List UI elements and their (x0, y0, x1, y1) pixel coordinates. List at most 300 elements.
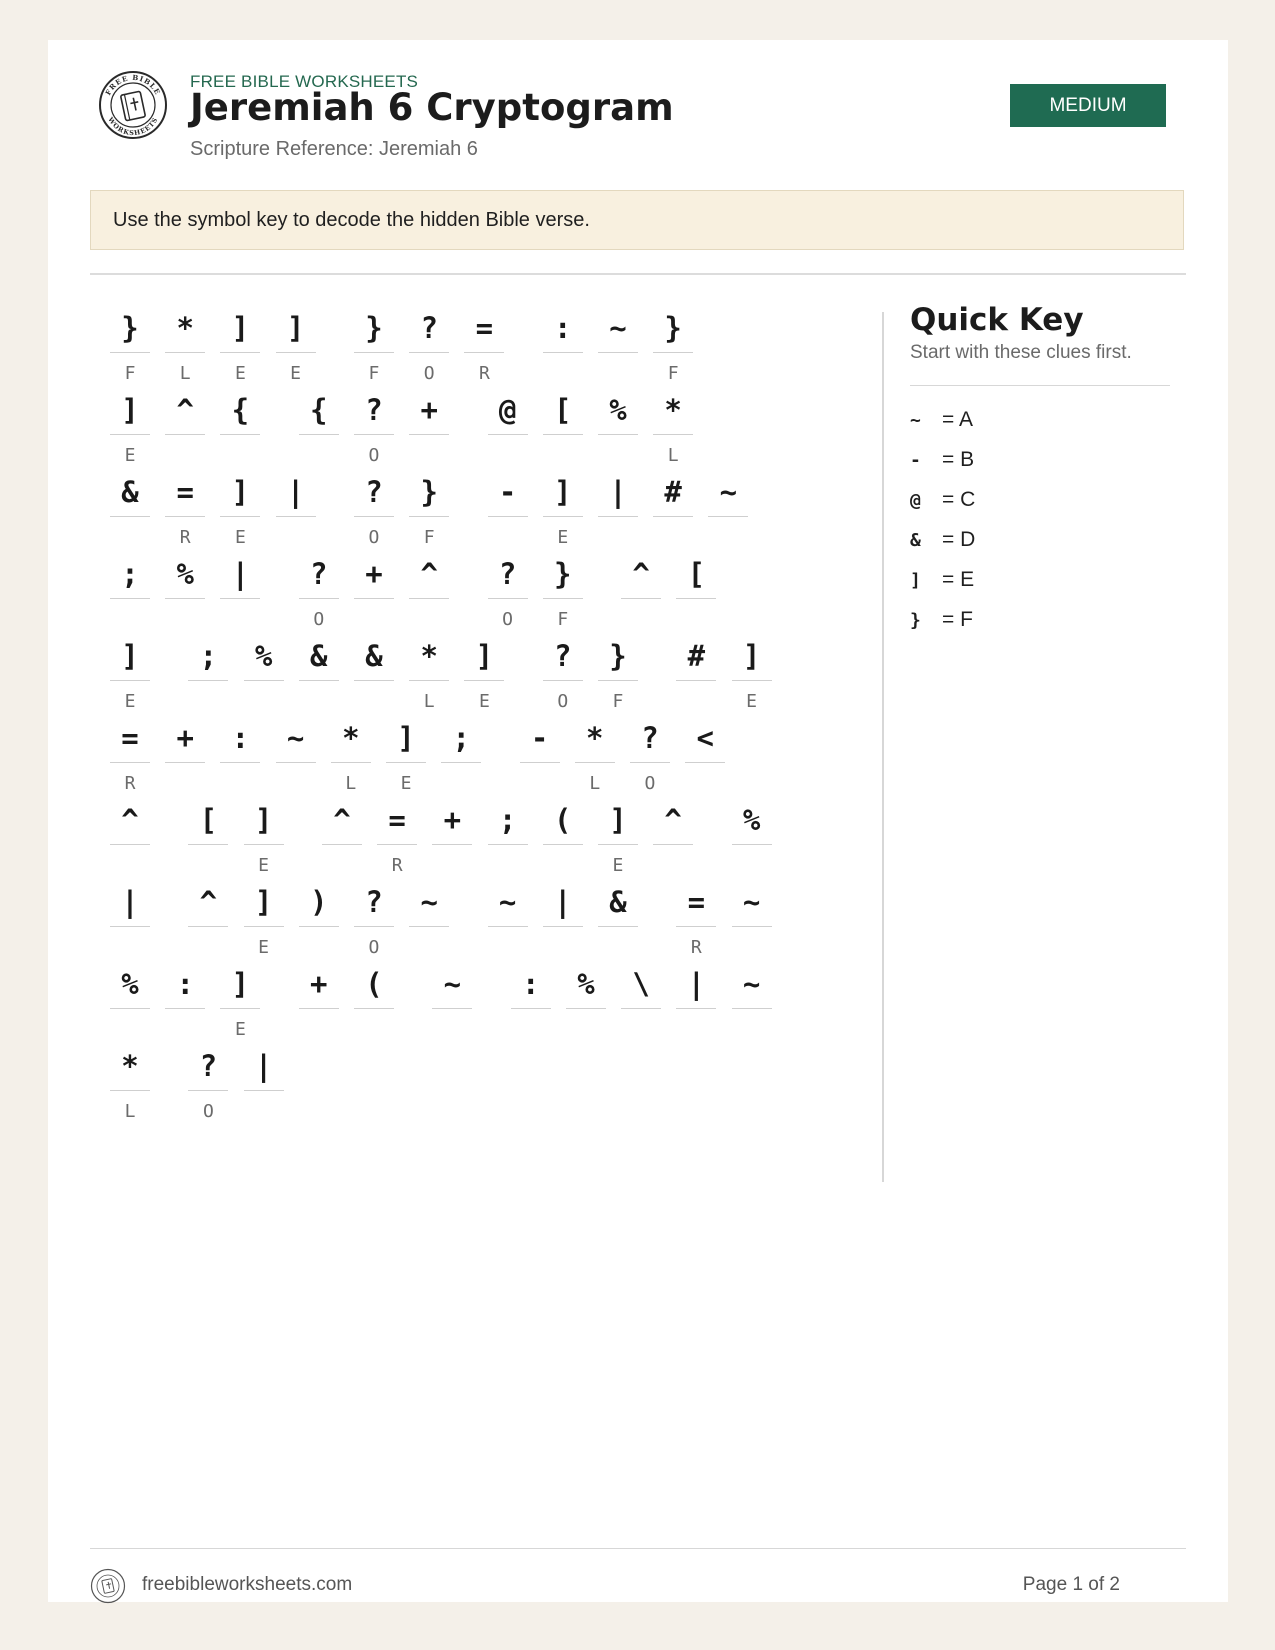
answer-line[interactable] (511, 1008, 551, 1009)
cipher-cell (543, 306, 583, 385)
answer-line[interactable] (543, 926, 583, 927)
cipher-cell (299, 634, 339, 713)
answer-line[interactable] (110, 598, 150, 599)
answer-line[interactable] (188, 926, 228, 927)
cipher-symbol: ; (199, 639, 218, 673)
instructions-box: Use the symbol key to decode the hidden Bible verse. (90, 190, 1184, 250)
answer-line[interactable] (520, 762, 560, 763)
cipher-symbol: # (664, 475, 682, 509)
answer-line[interactable] (165, 516, 205, 517)
answer-line[interactable] (432, 1008, 472, 1009)
hint-letter: F (124, 363, 136, 384)
cipher-symbol: - (530, 721, 549, 755)
hint-letter: F (557, 609, 569, 630)
cipher-cell (488, 552, 528, 631)
answer-line[interactable] (299, 1008, 339, 1009)
cipher-symbol: ~ (443, 967, 462, 1001)
hint-letter: E (234, 1019, 246, 1040)
cipher-cell (566, 962, 606, 1041)
hint-letter (621, 609, 661, 631)
hint-letter: F (612, 691, 624, 712)
cipher-symbol: ? (420, 311, 438, 345)
cipher-cell (511, 962, 551, 1041)
cipher-symbol: ( (554, 803, 572, 837)
cipher-cell (165, 470, 205, 549)
answer-line[interactable] (354, 926, 394, 927)
quick-key-subtitle: Start with these clues first. (910, 342, 1132, 363)
answer-line[interactable] (244, 680, 284, 681)
answer-line[interactable] (110, 1008, 150, 1009)
cipher-cell (244, 798, 284, 877)
cipher-symbol: = (176, 475, 194, 509)
cipher-cell (386, 716, 426, 795)
column-divider (882, 312, 884, 1182)
cipher-cell (488, 880, 528, 959)
hint-letter (409, 937, 449, 959)
cipher-symbol: ? (365, 475, 383, 509)
cipher-cell (488, 470, 528, 549)
cipher-cell (110, 962, 150, 1041)
answer-line[interactable] (354, 516, 394, 517)
hint-letter: E (478, 691, 490, 712)
key-letter: = D (942, 528, 976, 551)
footer-divider (90, 1548, 1186, 1549)
answer-line[interactable] (676, 926, 716, 927)
answer-line[interactable] (276, 762, 316, 763)
cipher-cell (543, 880, 583, 959)
answer-line[interactable] (566, 1008, 606, 1009)
cipher-symbol: + (310, 967, 328, 1001)
cipher-symbol: ? (199, 1049, 218, 1083)
cipher-cell (409, 388, 449, 467)
hint-letter: L (345, 773, 357, 794)
hint-letter (598, 937, 638, 959)
cipher-cell (188, 1044, 228, 1123)
answer-line[interactable] (244, 844, 284, 845)
cipher-cell (543, 634, 583, 713)
cipher-cell (354, 880, 394, 959)
answer-line[interactable] (386, 762, 426, 763)
answer-line[interactable] (441, 762, 481, 763)
cipher-symbol: * (176, 311, 194, 345)
cipher-cell (732, 798, 772, 877)
cipher-cell (244, 880, 284, 959)
key-symbol: ~ (910, 410, 921, 431)
answer-line[interactable] (165, 434, 205, 435)
answer-line[interactable] (409, 352, 449, 353)
hint-letter (409, 445, 449, 467)
cipher-symbol: : (554, 311, 572, 345)
hint-letter: O (557, 691, 569, 712)
hint-letter (543, 937, 583, 959)
cipher-cell (598, 634, 638, 713)
hint-letter: E (612, 855, 624, 876)
answer-line[interactable] (708, 516, 748, 517)
cipher-symbol: ^ (121, 803, 139, 837)
cipher-symbol: ~ (609, 311, 627, 345)
hint-letter (188, 855, 228, 877)
page-title: Jeremiah 6 Cryptogram (190, 86, 674, 129)
hint-letter (110, 937, 150, 959)
cipher-cell (676, 634, 716, 713)
key-entry (910, 600, 1170, 640)
cipher-cell (598, 798, 638, 877)
answer-line[interactable] (220, 352, 260, 353)
cipher-cell (244, 634, 284, 713)
answer-line[interactable] (299, 926, 339, 927)
difficulty-badge: MEDIUM (1010, 84, 1166, 127)
hint-letter (520, 773, 560, 795)
answer-line[interactable] (630, 762, 670, 763)
cipher-symbol: & (365, 639, 383, 673)
answer-line[interactable] (488, 434, 528, 435)
answer-line[interactable] (543, 352, 583, 353)
answer-line[interactable] (598, 434, 638, 435)
cipher-symbol: ^ (199, 885, 218, 919)
cipher-cell (110, 552, 150, 631)
answer-line[interactable] (598, 516, 638, 517)
answer-line[interactable] (299, 598, 339, 599)
cipher-symbol: ) (310, 885, 328, 919)
hint-letter (354, 1019, 394, 1041)
hint-letter (676, 609, 716, 631)
hint-letter: F (368, 363, 380, 384)
cipher-symbol: ? (498, 557, 517, 591)
hint-letter (165, 1019, 205, 1041)
answer-line[interactable] (331, 762, 371, 763)
answer-line[interactable] (220, 434, 260, 435)
cipher-cell (630, 716, 670, 795)
cipher-cell (354, 388, 394, 467)
cipher-cell (653, 306, 693, 385)
cipher-symbol: * (121, 1049, 139, 1083)
answer-line[interactable] (543, 680, 583, 681)
hint-letter: F (667, 363, 679, 384)
answer-line[interactable] (188, 680, 228, 681)
cipher-symbol: ] (254, 885, 273, 919)
answer-line[interactable] (165, 762, 205, 763)
answer-line[interactable] (598, 680, 638, 681)
answer-line[interactable] (110, 352, 150, 353)
answer-line[interactable] (488, 598, 528, 599)
cipher-symbol: * (420, 639, 438, 673)
answer-line[interactable] (220, 762, 260, 763)
cipher-symbol: ] (121, 639, 139, 673)
cipher-symbol: ^ (420, 557, 438, 591)
cipher-symbol: \ (632, 967, 650, 1001)
answer-line[interactable] (543, 434, 583, 435)
answer-line[interactable] (409, 926, 449, 927)
cipher-symbol: ? (641, 721, 659, 755)
cipher-symbol: = (388, 803, 406, 837)
answer-line[interactable] (575, 762, 615, 763)
hint-letter (244, 1101, 284, 1123)
cipher-symbol: = (475, 311, 494, 345)
cipher-symbol: ? (365, 393, 383, 427)
answer-line[interactable] (276, 516, 316, 517)
cipher-cell (220, 388, 260, 467)
answer-line[interactable] (653, 844, 693, 845)
answer-line[interactable] (276, 352, 316, 353)
answer-line[interactable] (732, 680, 772, 681)
cipher-symbol: | (286, 475, 305, 509)
cipher-symbol: - (498, 475, 517, 509)
cipher-symbol: * (664, 393, 682, 427)
hint-letter (188, 937, 228, 959)
cipher-symbol: ] (231, 311, 250, 345)
answer-line[interactable] (676, 680, 716, 681)
answer-line[interactable] (110, 844, 150, 845)
cipher-symbol: ] (475, 639, 494, 673)
cipher-symbol: [ (687, 557, 706, 591)
hint-letter: O (423, 363, 435, 384)
answer-line[interactable] (685, 762, 725, 763)
answer-line[interactable] (299, 434, 339, 435)
cipher-symbol: ^ (632, 557, 650, 591)
answer-line[interactable] (188, 1090, 228, 1091)
answer-line[interactable] (110, 516, 150, 517)
cipher-cell (621, 962, 661, 1041)
cipher-cell (653, 798, 693, 877)
answer-line[interactable] (110, 926, 150, 927)
answer-line[interactable] (165, 1008, 205, 1009)
hint-letter (708, 527, 748, 549)
cipher-cell (377, 798, 417, 877)
hint-letter: L (124, 1101, 136, 1122)
cipher-cell (676, 962, 716, 1041)
hint-letter (110, 855, 150, 877)
answer-line[interactable] (220, 516, 260, 517)
hint-letter (676, 691, 716, 713)
hint-letter: R (391, 855, 403, 876)
answer-line[interactable] (732, 926, 772, 927)
hint-letter (110, 1019, 150, 1041)
answer-line[interactable] (220, 598, 260, 599)
cipher-symbol: } (121, 311, 139, 345)
hint-letter: E (258, 855, 269, 876)
hint-letter: R (124, 773, 136, 794)
hint-letter (543, 363, 583, 385)
answer-line[interactable] (543, 844, 583, 845)
cipher-cell (685, 716, 725, 795)
hint-letter: R (179, 527, 191, 548)
answer-line[interactable] (488, 926, 528, 927)
cipher-symbol: ~ (498, 885, 517, 919)
cipher-symbol: | (231, 557, 250, 591)
cipher-symbol: + (176, 721, 194, 755)
cipher-cell (732, 962, 772, 1041)
hint-letter (165, 609, 205, 631)
cipher-cell (598, 880, 638, 959)
hint-letter: E (557, 527, 569, 548)
answer-line[interactable] (377, 844, 417, 845)
cipher-symbol: ] (609, 803, 627, 837)
answer-line[interactable] (598, 926, 638, 927)
key-entry (910, 400, 1170, 440)
cipher-cell (165, 716, 205, 795)
answer-line[interactable] (653, 516, 693, 517)
cipher-cell (110, 388, 150, 467)
hint-letter (165, 773, 205, 795)
key-entry (910, 520, 1170, 560)
cipher-symbol: + (420, 393, 438, 427)
cipher-cell (653, 388, 693, 467)
answer-line[interactable] (220, 1008, 260, 1009)
quick-key-title: Quick Key (910, 302, 1084, 338)
hint-letter: E (234, 363, 246, 384)
cipher-symbol: ] (231, 475, 250, 509)
answer-line[interactable] (354, 352, 394, 353)
answer-line[interactable] (244, 1090, 284, 1091)
hint-letter (244, 691, 284, 713)
cipher-cell (653, 470, 693, 549)
cipher-symbol: = (121, 721, 139, 755)
cipher-cell (299, 880, 339, 959)
answer-line[interactable] (110, 680, 150, 681)
answer-line[interactable] (543, 598, 583, 599)
cipher-cell (110, 798, 150, 877)
footer-logo-icon (90, 1568, 126, 1604)
answer-line[interactable] (244, 926, 284, 927)
hint-letter: O (644, 773, 656, 794)
key-entry (910, 480, 1170, 520)
hint-letter: E (124, 691, 136, 712)
cipher-symbol: ] (231, 967, 250, 1001)
cipher-symbol: ? (554, 639, 572, 673)
cipher-cell (409, 880, 449, 959)
hint-letter (566, 1019, 606, 1041)
cipher-symbol: @ (498, 393, 517, 427)
answer-line[interactable] (598, 844, 638, 845)
cipher-symbol: ^ (176, 393, 194, 427)
hint-letter (432, 855, 472, 877)
hint-letter: O (313, 609, 325, 630)
answer-line[interactable] (432, 844, 472, 845)
hint-letter (621, 1019, 661, 1041)
hint-letter (432, 1019, 472, 1041)
hint-letter (732, 1019, 772, 1041)
answer-line[interactable] (110, 762, 150, 763)
answer-line[interactable] (488, 844, 528, 845)
key-entry (910, 440, 1170, 480)
cipher-cell (276, 470, 316, 549)
cipher-cell (165, 962, 205, 1041)
cipher-cell (488, 798, 528, 877)
page-number: Page 1 of 2 (1022, 1574, 1120, 1595)
hint-letter (110, 527, 150, 549)
cipher-symbol: ^ (333, 803, 351, 837)
cipher-cell (188, 880, 228, 959)
hint-letter (409, 609, 449, 631)
worksheet-page (48, 40, 1228, 1602)
hint-letter (220, 609, 260, 631)
cipher-cell (331, 716, 371, 795)
cipher-symbol: } (609, 639, 627, 673)
cipher-symbol: + (443, 803, 462, 837)
answer-line[interactable] (488, 516, 528, 517)
cipher-symbol: ] (254, 803, 273, 837)
answer-line[interactable] (621, 598, 661, 599)
answer-line[interactable] (676, 1008, 716, 1009)
quick-key-divider (910, 385, 1170, 386)
cipher-symbol: ] (397, 721, 415, 755)
key-symbol: } (910, 610, 921, 631)
answer-line[interactable] (676, 598, 716, 599)
hint-letter (276, 773, 316, 795)
hint-letter (322, 855, 362, 877)
cipher-symbol: : (231, 721, 250, 755)
hint-letter: E (290, 363, 302, 384)
hint-letter (488, 445, 528, 467)
answer-line[interactable] (621, 1008, 661, 1009)
cipher-symbol: ; (121, 557, 139, 591)
answer-line[interactable] (188, 844, 228, 845)
answer-line[interactable] (409, 598, 449, 599)
cipher-cell (110, 880, 150, 959)
answer-line[interactable] (598, 352, 638, 353)
cipher-symbol: % (121, 967, 139, 1001)
cipher-symbol: & (310, 639, 328, 673)
answer-line[interactable] (409, 516, 449, 517)
hint-letter (598, 527, 638, 549)
cipher-cell (354, 306, 394, 385)
answer-line[interactable] (464, 680, 504, 681)
hint-letter: E (258, 937, 269, 958)
cipher-cell (676, 552, 716, 631)
cipher-cell (432, 962, 472, 1041)
answer-line[interactable] (299, 680, 339, 681)
answer-line[interactable] (165, 598, 205, 599)
hint-letter (732, 937, 772, 959)
key-symbol: - (910, 450, 921, 471)
answer-line[interactable] (354, 680, 394, 681)
hint-letter: E (124, 445, 136, 466)
cipher-cell (621, 552, 661, 631)
answer-line[interactable] (409, 434, 449, 435)
cipher-symbol: ~ (719, 475, 738, 509)
cipher-symbol: ~ (742, 885, 761, 919)
key-letter: = C (942, 488, 976, 511)
answer-line[interactable] (464, 352, 504, 353)
answer-line[interactable] (732, 1008, 772, 1009)
cipher-symbol: ? (310, 557, 328, 591)
answer-line[interactable] (354, 598, 394, 599)
answer-line[interactable] (110, 434, 150, 435)
key-symbol: ] (910, 570, 921, 591)
answer-line[interactable] (322, 844, 362, 845)
cipher-symbol: % (742, 803, 761, 837)
cipher-symbol: ; (498, 803, 517, 837)
answer-line[interactable] (653, 352, 693, 353)
answer-line[interactable] (110, 1090, 150, 1091)
answer-line[interactable] (732, 844, 772, 845)
answer-line[interactable] (543, 516, 583, 517)
cipher-symbol: : (176, 967, 194, 1001)
answer-line[interactable] (653, 434, 693, 435)
hint-letter (488, 937, 528, 959)
hint-letter: L (589, 773, 601, 794)
quick-key-list (910, 400, 1170, 640)
hint-letter (165, 445, 205, 467)
logo-top-text: FREE BIBLE (103, 72, 163, 97)
answer-line[interactable] (409, 680, 449, 681)
cipher-symbol: | (687, 967, 706, 1001)
answer-line[interactable] (354, 434, 394, 435)
cipher-symbol: % (609, 393, 627, 427)
answer-line[interactable] (354, 1008, 394, 1009)
answer-line[interactable] (165, 352, 205, 353)
key-letter: = B (942, 448, 975, 471)
